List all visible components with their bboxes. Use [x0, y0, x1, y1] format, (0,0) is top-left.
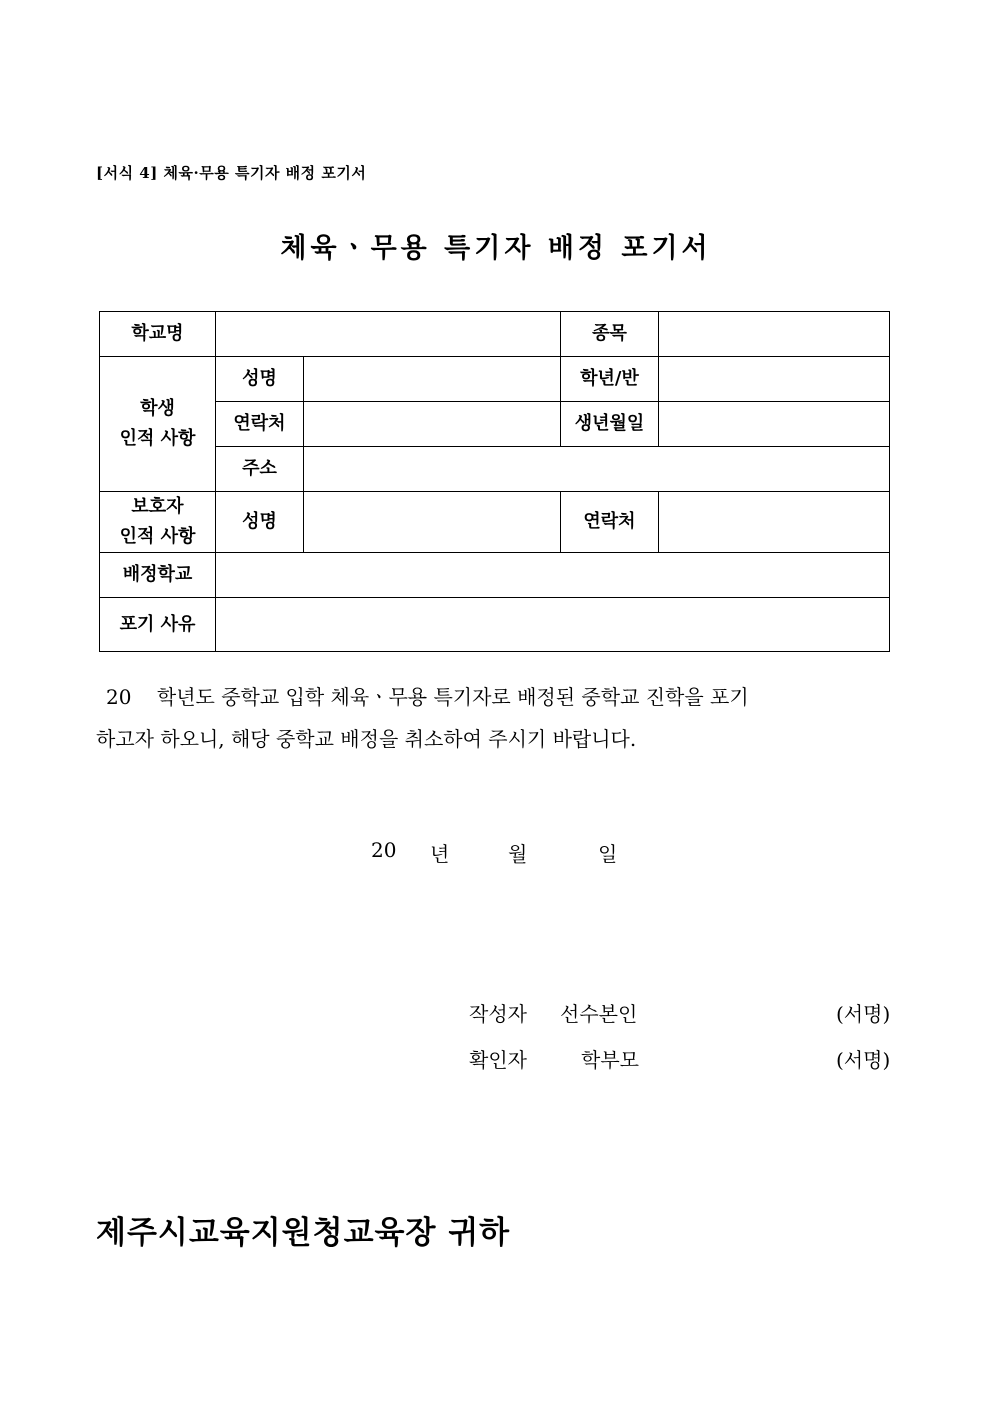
event-field[interactable] — [659, 312, 890, 357]
writer-role: 선수본인 — [560, 1002, 638, 1026]
date-month-label: 월 — [508, 842, 528, 866]
document-title: 체육ㆍ무용 특기자 배정 포기서 — [280, 233, 712, 264]
writer-signature: (서명) — [836, 1002, 891, 1026]
address-label: 주소 — [216, 447, 304, 492]
guardian-contact-label: 연락처 — [561, 492, 659, 553]
assigned-school-field[interactable] — [216, 553, 890, 598]
confirmer-role: 학부모 — [581, 1048, 639, 1072]
grade-class-field[interactable] — [659, 357, 890, 402]
school-name-field[interactable] — [216, 312, 561, 357]
confirmer-signature: (서명) — [836, 1048, 891, 1072]
guardian-section-label-line2: 인적 사항 — [119, 526, 196, 547]
student-name-label: 성명 — [216, 357, 304, 402]
guardian-name-label: 성명 — [216, 492, 304, 553]
guardian-name-field[interactable] — [304, 492, 561, 553]
form-number-label: [서식 4] 체육·무용 특기자 배정 포기서 — [96, 164, 367, 182]
school-name-label: 학교명 — [100, 312, 216, 357]
guardian-section-label-line1: 보호자 — [131, 496, 184, 517]
guardian-section-label — [100, 492, 216, 553]
date-year-prefix: 20 — [371, 838, 397, 862]
writer-label: 작성자 — [469, 1002, 527, 1026]
event-label: 종목 — [561, 312, 659, 357]
addressee: 제주시교육지원청교육장 귀하 — [96, 1215, 511, 1251]
student-name-field[interactable] — [304, 357, 561, 402]
application-form-table — [99, 311, 890, 652]
student-section-label-line2: 인적 사항 — [119, 428, 196, 449]
grade-class-label: 학년/반 — [561, 357, 659, 402]
statement-paragraph — [96, 676, 896, 760]
guardian-contact-field[interactable] — [659, 492, 890, 553]
reason-field[interactable] — [216, 598, 890, 652]
student-contact-field[interactable] — [304, 402, 561, 447]
confirmer-label: 확인자 — [469, 1048, 527, 1072]
birthdate-label: 생년월일 — [561, 402, 659, 447]
student-section-label-line1: 학생 — [140, 398, 175, 419]
date-day-label: 일 — [598, 842, 618, 866]
statement-line-2: 하고자 하오니, 해당 중학교 배정을 취소하여 주시기 바랍니다. — [96, 727, 637, 751]
reason-label: 포기 사유 — [100, 598, 216, 652]
birthdate-field[interactable] — [659, 402, 890, 447]
address-field[interactable] — [304, 447, 890, 492]
statement-line-1: 20 학년도 중학교 입학 체육ㆍ무용 특기자로 배정된 중학교 진학을 포기 — [106, 685, 749, 709]
student-contact-label: 연락처 — [216, 402, 304, 447]
student-section-label — [100, 357, 216, 492]
date-year-label: 년 — [430, 842, 450, 866]
assigned-school-label: 배정학교 — [100, 553, 216, 598]
